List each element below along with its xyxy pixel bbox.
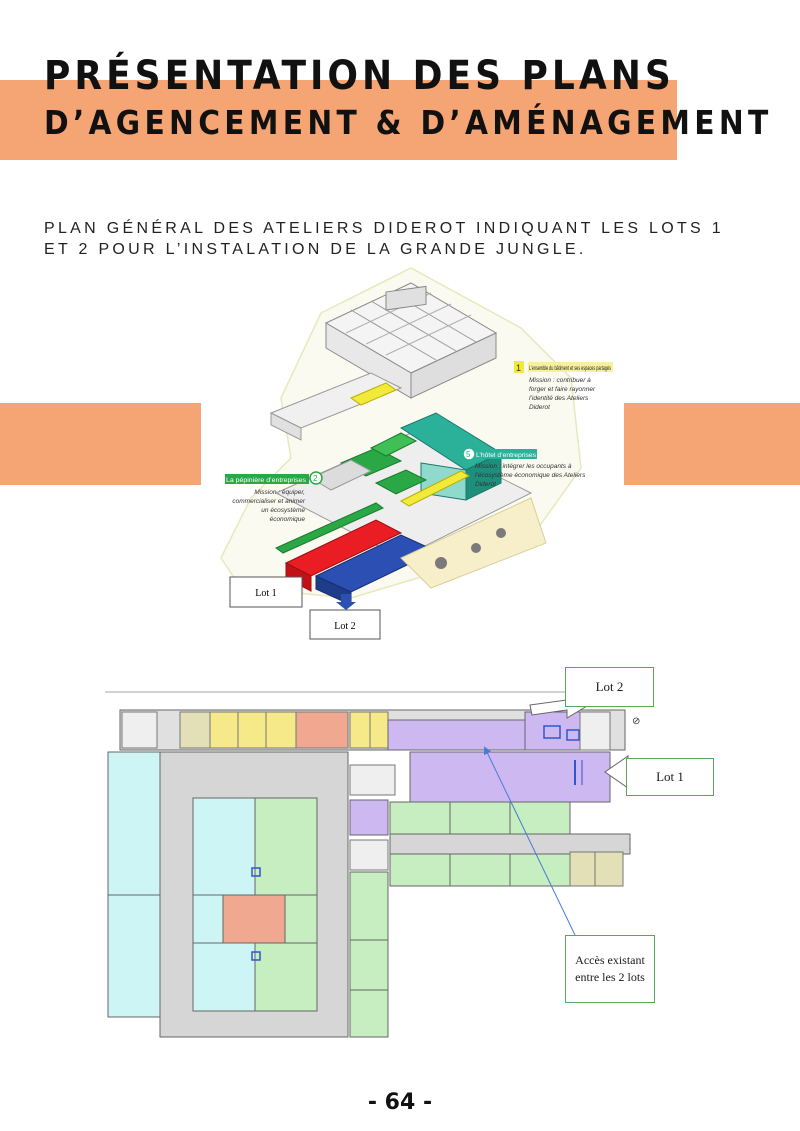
- page-title-line-1: PRÉSENTATION DES PLANS: [44, 53, 675, 99]
- svg-text:forger et faire rayonner: forger et faire rayonner: [529, 386, 596, 393]
- section-subtitle: [44, 218, 724, 260]
- legend2-title: La pépinière d’entreprises: [226, 477, 307, 484]
- svg-text:5: 5: [466, 450, 471, 459]
- svg-text:commercialiser et animer: commercialiser et animer: [232, 498, 305, 505]
- legend5-title: L’hôtel d’entreprises: [476, 452, 537, 459]
- svg-text:un écosystème: un écosystème: [261, 507, 305, 514]
- floorplan-lot1-callout: [626, 758, 714, 796]
- svg-text:⊘: ⊘: [632, 716, 641, 727]
- subtitle-line-1: PLAN GÉNÉRAL DES ATELIERS DIDEROT INDIQUANT LES LOTS 1: [44, 220, 724, 237]
- svg-text:l’identité des Ateliers: l’identité des Ateliers: [529, 395, 589, 402]
- axonometric-plan-figure: [201, 258, 624, 652]
- svg-text:Mission : contribuer à: Mission : contribuer à: [529, 377, 591, 384]
- subtitle-line-2: ET 2 POUR L’INSTALATION DE LA GRANDE JUNGLE.: [44, 241, 587, 258]
- floorplan-lot2-label: Lot 2: [595, 679, 624, 694]
- access-label-line-2: entre les 2 lots: [575, 970, 645, 984]
- svg-text:1: 1: [516, 363, 522, 373]
- svg-text:Diderot: Diderot: [475, 481, 496, 488]
- right-side-band: [624, 403, 800, 485]
- floorplan-lot1-label: Lot 1: [656, 769, 684, 784]
- legend1-title: L’ensemble du bâtiment et ses espaces partagés: [529, 365, 612, 372]
- page-title-line-2: D’AGENCEMENT & D’AMÉNAGEMENT: [44, 103, 773, 142]
- floorplan-lot2-callout: [565, 667, 654, 707]
- svg-text:l’écosystème économique des At: l’écosystème économique des Ateliers: [475, 472, 586, 479]
- svg-text:Mission : intégrer les occupan: Mission : intégrer les occupants à: [475, 463, 572, 470]
- page-number: - 64 -: [367, 1090, 433, 1115]
- svg-text:Mission : équiper,: Mission : équiper,: [254, 489, 305, 496]
- access-callout: [565, 935, 655, 1003]
- svg-text:2: 2: [313, 474, 318, 483]
- svg-text:Lot 2: Lot 2: [334, 621, 356, 632]
- axo-lot1-callout: [230, 577, 302, 607]
- svg-text:économique: économique: [269, 516, 305, 523]
- axo-lot2-callout: [310, 610, 380, 639]
- left-side-band: [0, 403, 201, 485]
- svg-text:Diderot: Diderot: [529, 404, 550, 411]
- access-label-line-1: Accès existant: [575, 953, 645, 967]
- svg-text:Lot 1: Lot 1: [255, 588, 277, 599]
